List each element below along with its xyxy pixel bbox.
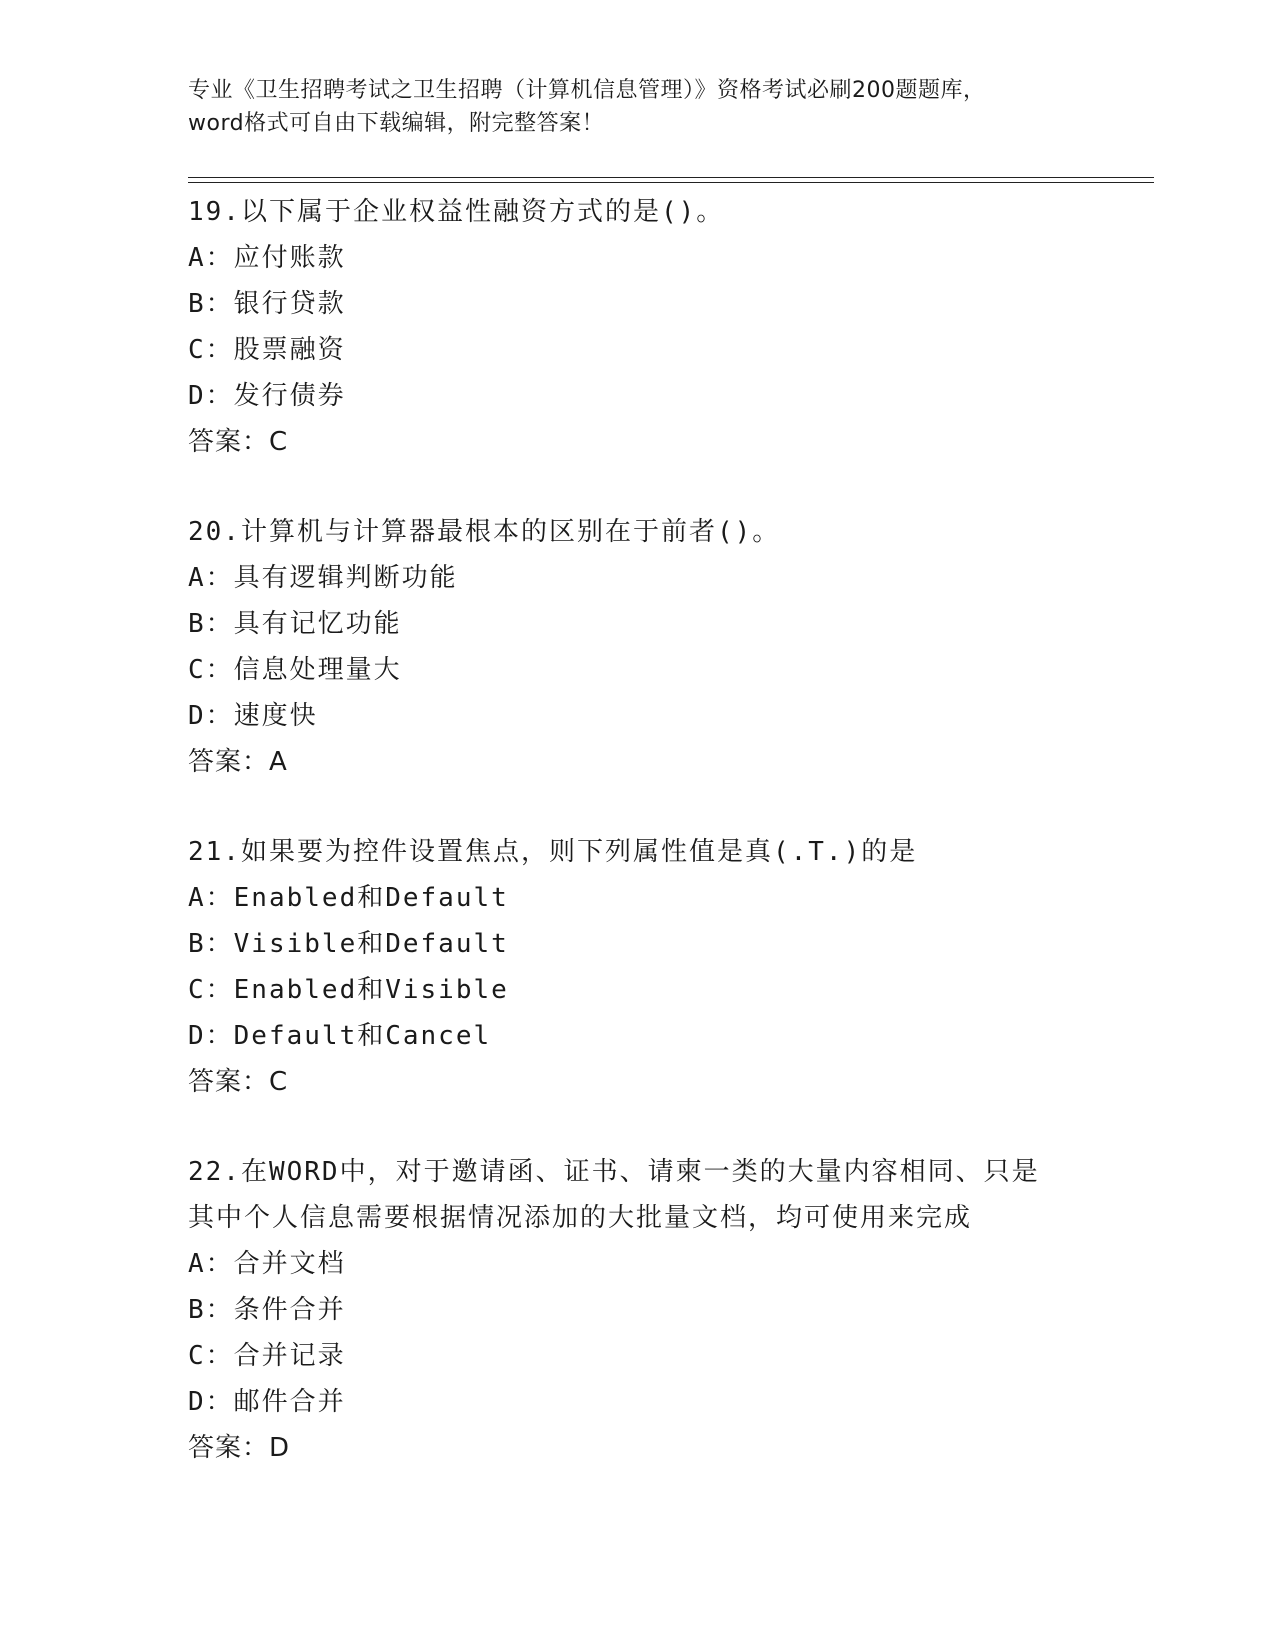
header-divider-top: [188, 177, 1154, 178]
answer-line: 答案：C: [188, 1067, 289, 1097]
option-a: A：具有逻辑判断功能: [188, 563, 458, 593]
question-stem-line-2: 其中个人信息需要根据情况添加的大批量文档，均可使用来完成: [188, 1203, 973, 1233]
answer-line: 答案：D: [188, 1433, 291, 1463]
question-stem: 19.以下属于企业权益性融资方式的是()。: [188, 197, 725, 227]
option-b: B：条件合并: [188, 1295, 346, 1325]
option-b: B：Visible和Default: [188, 929, 509, 959]
question-stem: 20.计算机与计算器最根本的区别在于前者()。: [188, 517, 781, 547]
option-a: A：应付账款: [188, 243, 346, 273]
question-block: [188, 829, 1088, 1105]
header-line-2: word格式可自由下载编辑，附完整答案！: [188, 111, 605, 136]
option-c: C：信息处理量大: [188, 655, 402, 685]
option-a: A：Enabled和Default: [188, 883, 509, 913]
header-line-1: 专业《卫生招聘考试之卫生招聘（计算机信息管理）》资格考试必刷200题题库，: [188, 78, 986, 103]
option-d: D：速度快: [188, 701, 318, 731]
question-block: [188, 189, 1088, 465]
document-header: [188, 74, 1088, 140]
answer-line: 答案：C: [188, 427, 289, 457]
option-c: C：Enabled和Visible: [188, 975, 509, 1005]
option-d: D：邮件合并: [188, 1387, 346, 1417]
option-c: C：合并记录: [188, 1341, 346, 1371]
option-d: D：Default和Cancel: [188, 1021, 492, 1051]
option-a: A：合并文档: [188, 1249, 346, 1279]
option-c: C：股票融资: [188, 335, 346, 365]
header-divider-bottom: [188, 182, 1154, 183]
option-d: D：发行债券: [188, 381, 346, 411]
question-stem: 21.如果要为控件设置焦点，则下列属性值是真(.T.)的是: [188, 837, 918, 867]
question-block: [188, 509, 1088, 785]
question-block: [188, 1149, 1088, 1471]
question-stem-line-1: 22.在WORD中，对于邀请函、证书、请柬一类的大量内容相同、只是: [188, 1157, 1040, 1187]
answer-line: 答案：A: [188, 747, 288, 777]
option-b: B：具有记忆功能: [188, 609, 402, 639]
option-b: B：银行贷款: [188, 289, 346, 319]
